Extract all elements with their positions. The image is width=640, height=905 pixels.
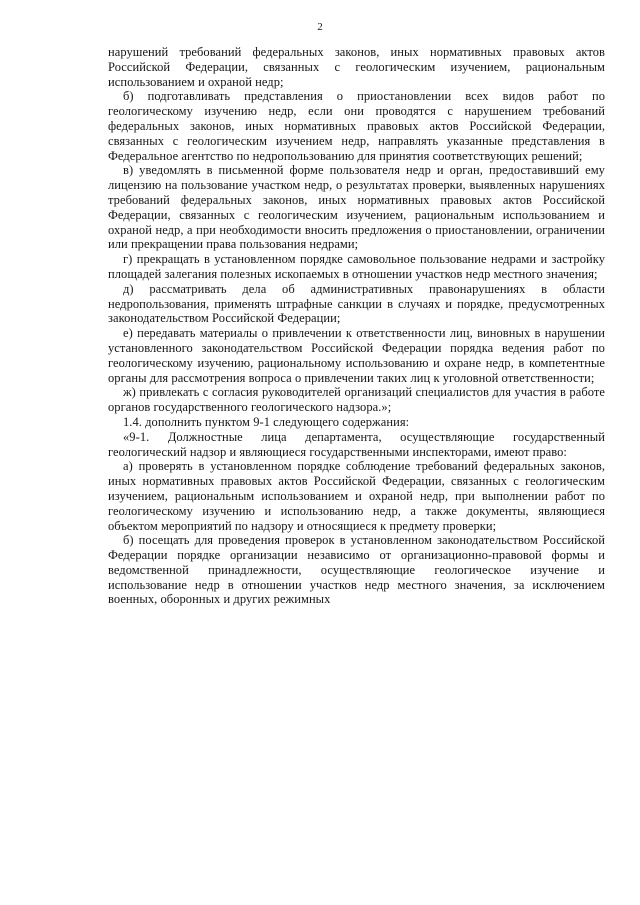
paragraph: в) уведомлять в письменной форме пользователя недр и орган, предоставивший ему лицензию на пользование участком недр, о результатах проверки, выявленных нарушениях требований федеральных законов, иных нормативных правовых актов Российской Федерации, связанных с геологическим изучением, рациональным использованием и охраной недр, а при необходимости вносить предложения о приостановлении, ограничении или прекращении права пользования недрами; bbox=[108, 163, 605, 252]
paragraph: нарушений требований федеральных законов, иных нормативных правовых актов Российской Федерации, связанных с геологическим изучением, рациональным использованием и охраной недр; bbox=[108, 45, 605, 89]
paragraph: а) проверять в установленном порядке соблюдение требований федеральных законов, иных нормативных правовых актов Российской Федерации, связанных с геологическим изучением, рациональным использованием и охраной недр, при выполнении работ по геологическому изучению и использованию недр, а также документы, являющиеся объектом мероприятий по надзору и относящиеся к предмету проверки; bbox=[108, 459, 605, 533]
document-body bbox=[108, 45, 605, 607]
paragraph: «9-1. Должностные лица департамента, осуществляющие государственный геологический надзор и являющиеся государственными инспекторами, имеют право: bbox=[108, 429, 605, 459]
paragraph: ж) привлекать с согласия руководителей организаций специалистов для участия в работе органов государственного геологического надзора.»; bbox=[108, 385, 605, 415]
paragraph: д) рассматривать дела об административных правонарушениях в области недропользования, применять штрафные санкции в случаях и порядке, предусмотренных законодательством Российской Федерации; bbox=[108, 281, 605, 326]
paragraph: г) прекращать в установленном порядке самовольное пользование недрами и застройку площадей залегания полезных ископаемых в отношении участков недр местного значения; bbox=[108, 252, 605, 281]
paragraph: е) передавать материалы о привлечении к ответственности лиц, виновных в нарушении установленного законодательством Российской Федерации порядка ведения работ по геологическому изучению, рациональному использованию и охране недр, в компетентные органы для рассмотрения вопроса о привлечении таких лиц к уголовной ответственности; bbox=[108, 326, 605, 385]
paragraph: б) подготавливать представления о приостановлении всех видов работ по геологическому изучению недр, если они проводятся с нарушением требований федеральных законов, иных нормативных правовых актов Российской Федерации, связанных с геологическим изучением недр, направлять указанные представления в Федеральное агентство по недропользованию для принятия соответствующих решений; bbox=[108, 89, 605, 163]
paragraph: 1.4. дополнить пунктом 9-1 следующего содержания: bbox=[123, 414, 410, 429]
page-number: 2 bbox=[317, 21, 323, 33]
paragraph: б) посещать для проведения проверок в установленном законодательством Российской Федерации порядке организации независимо от организационно-правовой формы и ведомственной принадлежности, осуществляющие геологическое изучение и использование недр в отношении участков недр местного значения, за исключением военных, оборонных и других режимных bbox=[108, 533, 605, 607]
